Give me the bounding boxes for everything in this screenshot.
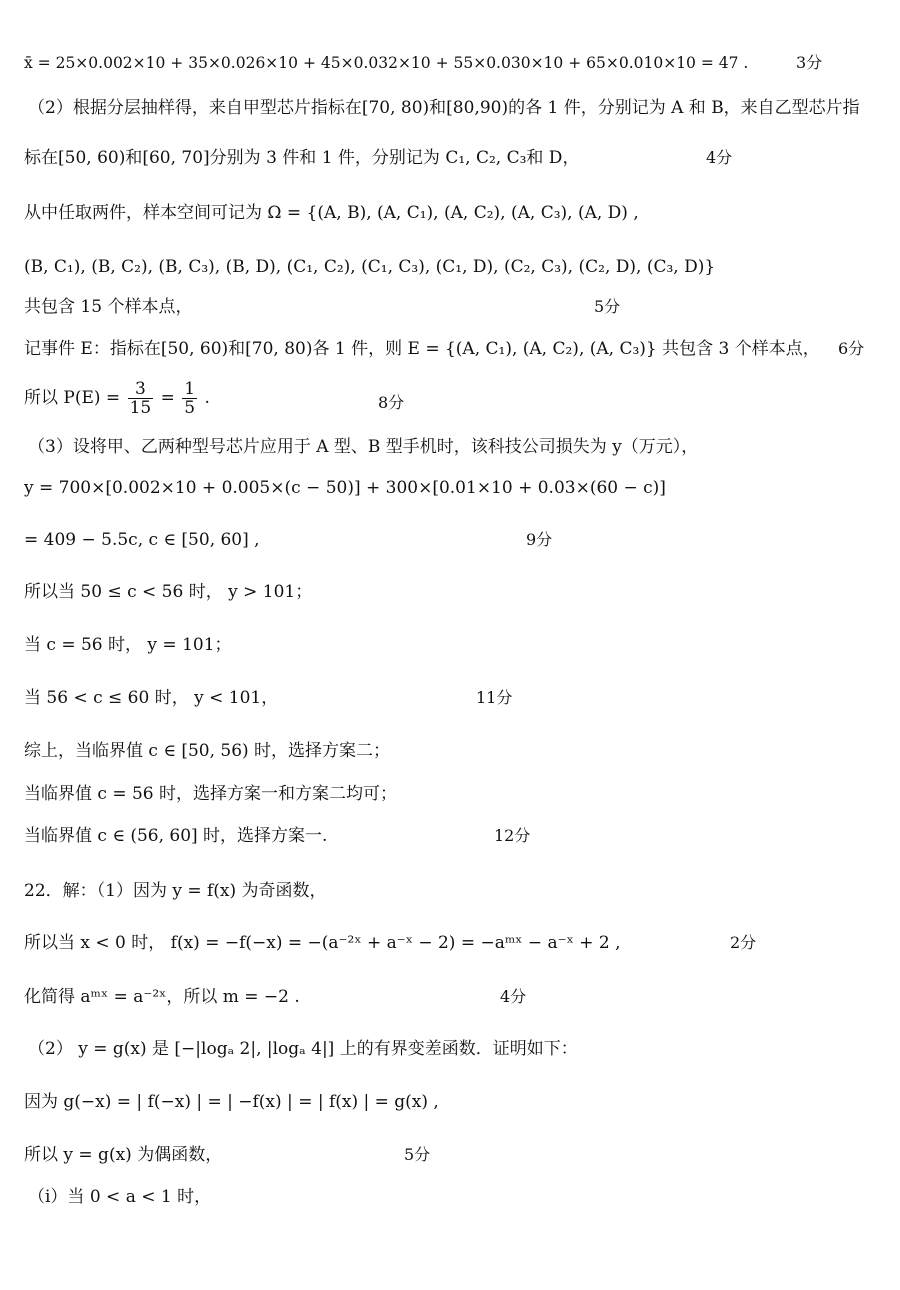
score-mark: 8分 (378, 393, 405, 412)
fraction-denominator: 15 (129, 398, 152, 418)
event-e-line: 记事件 E：指标在[50, 60)和[70, 80)各 1 件，则 E = {(A, C₁), (A, C₂), (A, C₃)} 共包含 3 个样本点， (24, 339, 820, 359)
sample-count-line: 共包含 15 个样本点， (24, 297, 193, 317)
fraction-3-15 (128, 380, 154, 417)
fraction-denominator: 5 (184, 398, 196, 418)
case-3-line: 当 56 < c ≤ 60 时， y < 101， (24, 688, 279, 708)
score-mark: 2分 (730, 933, 757, 952)
score-mark: 4分 (706, 148, 733, 167)
loss-simplified-line: = 409 − 5.5c, c ∈ [50, 60] , (24, 530, 260, 550)
score-mark: 12分 (494, 826, 531, 845)
fraction-numerator: 1 (184, 379, 196, 399)
fraction-numerator: 3 (128, 380, 154, 399)
part2-intro-line: （2）根据分层抽样得，来自甲型芯片指标在[70, 80)和[80,90)的各 1 件，分别记为 A 和 B，来自乙型芯片指 (28, 98, 860, 118)
score-mark: 4分 (500, 987, 527, 1006)
q22-case-i-line: （i）当 0 < a < 1 时， (28, 1187, 212, 1207)
score-mark: 9分 (526, 530, 553, 549)
equals-sign: = (160, 388, 175, 408)
score-mark: 11分 (476, 688, 513, 707)
probability-suffix: . (204, 388, 210, 408)
sample-space-line-1: 从中任取两件，样本空间可记为 Ω = {(A, B), (A, C₁), (A, C₂), (A, C₃), (A, D) , (24, 203, 639, 223)
q22-part2-line: （2） y = g(x) 是 [−|logₐ 2|, |logₐ 4|] 上的有界变差函数．证明如下： (28, 1039, 578, 1059)
q22-even-conclusion-line: 所以 y = g(x) 为偶函数， (24, 1145, 223, 1165)
loss-formula-line: y = 700×[0.002×10 + 0.005×(c − 50)] + 300×[0.01×10 + 0.03×(60 − c)] (24, 478, 666, 498)
part2-sample-line: 标在[50, 60)和[60, 70]分别为 3 件和 1 件，分别记为 C₁, C₂, C₃和 D， (24, 148, 580, 168)
probability-line (24, 380, 210, 417)
q22-odd-function-line: 所以当 x < 0 时， f(x) = −f(−x) = −(a⁻²ˣ + a⁻ˣ − 2) = −aᵐˣ − a⁻ˣ + 2 , (24, 933, 621, 953)
score-mark: 6分 (838, 339, 865, 358)
part3-intro-line: （3）设将甲、乙两种型号芯片应用于 A 型、B 型手机时，该科技公司损失为 y（万元）， (28, 437, 699, 457)
case-2-line: 当 c = 56 时， y = 101； (24, 635, 232, 655)
case-1-line: 所以当 50 ≤ c < 56 时， y > 101； (24, 582, 313, 602)
conclusion-line-1: 综上，当临界值 c ∈ [50, 56) 时，选择方案二； (24, 741, 391, 761)
score-mark: 5分 (404, 1145, 431, 1164)
q22-intro-line: 22．解：（1）因为 y = f(x) 为奇函数， (24, 881, 327, 901)
mean-formula-line: x̄ = 25×0.002×10 + 35×0.026×10 + 45×0.032×10 + 55×0.030×10 + 65×0.010×10 = 47 . (24, 54, 749, 72)
probability-prefix: 所以 P(E) = (24, 388, 121, 408)
q22-even-proof-line: 因为 g(−x) = | f(−x) | = | −f(x) | = | f(x) | = g(x) , (24, 1092, 439, 1112)
conclusion-line-3: 当临界值 c ∈ (56, 60] 时，选择方案一. (24, 826, 328, 846)
sample-space-line-2: (B, C₁), (B, C₂), (B, C₃), (B, D), (C₁, C₂), (C₁, C₃), (C₁, D), (C₂, C₃), (C₂, D), (C₃, D)} (24, 257, 716, 277)
score-mark: 5分 (594, 297, 621, 316)
score-mark: 3分 (796, 53, 823, 72)
conclusion-line-2: 当临界值 c = 56 时，选择方案一和方案二均可； (24, 784, 398, 804)
q22-simplify-line: 化简得 aᵐˣ = a⁻²ˣ，所以 m = −2 . (24, 987, 300, 1007)
fraction-1-5 (182, 380, 197, 417)
